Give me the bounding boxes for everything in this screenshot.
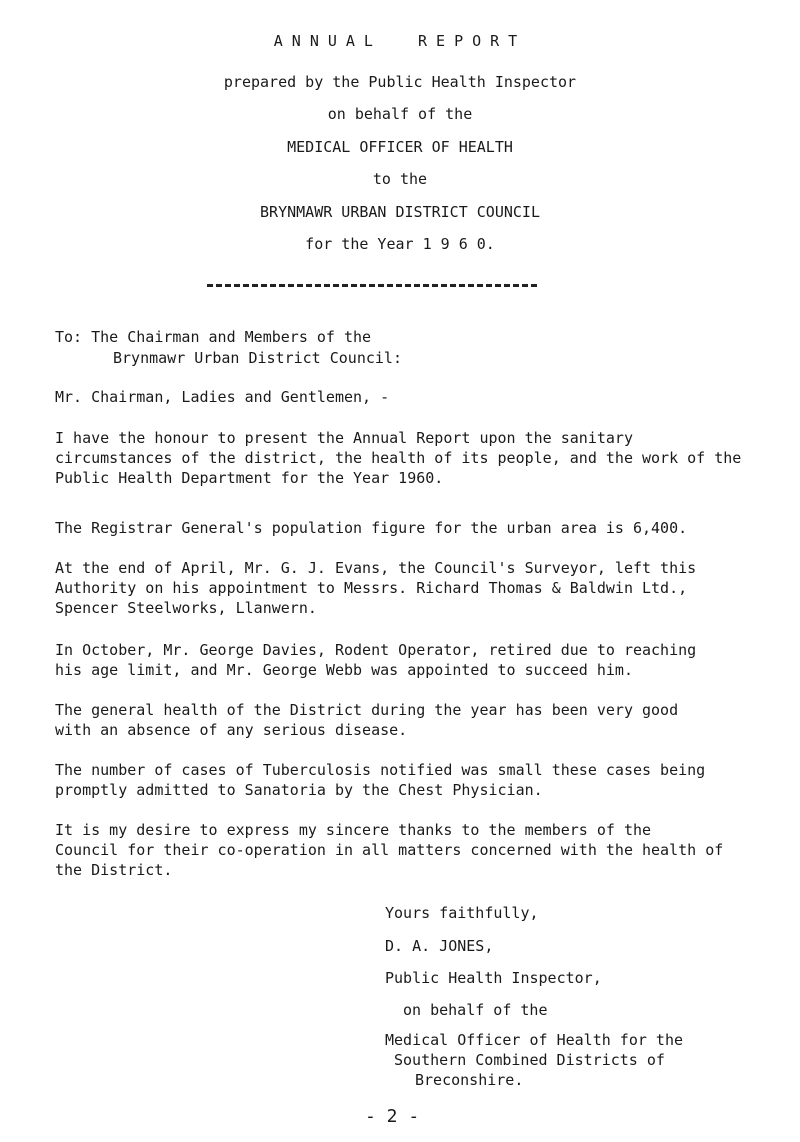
title-line-council: BRYNMAWR URBAN DISTRICT COUNCIL bbox=[260, 203, 540, 221]
addressee-line-1: To: The Chairman and Members of the bbox=[55, 328, 372, 346]
title-line-medical-officer: MEDICAL OFFICER OF HEALTH bbox=[287, 138, 513, 156]
salutation: Mr. Chairman, Ladies and Gentlemen, - bbox=[55, 388, 390, 406]
title-divider bbox=[207, 284, 537, 287]
paragraph-tuberculosis: The number of cases of Tuberculosis notified was small these cases being promptly admitted to Sanatoria by the Chest Physician. bbox=[55, 761, 706, 799]
signature-officer-line-3: Breconshire. bbox=[415, 1071, 524, 1089]
title-line-to-the: to the bbox=[372, 170, 428, 188]
paragraph-population: The Registrar General's population figure for the urban area is 6,400. bbox=[55, 519, 688, 537]
title-line-year: for the Year 1 9 6 0. bbox=[305, 235, 495, 253]
paragraph-thanks: It is my desire to express my sincere thanks to the members of the Council for their co-operation in all matters concerned with the health of the District. bbox=[55, 821, 724, 879]
title-line-on-behalf: on behalf of the bbox=[327, 105, 473, 123]
title-line-prepared-by: prepared by the Public Health Inspector bbox=[223, 73, 577, 91]
addressee-line-2: Brynmawr Urban District Council: bbox=[113, 349, 402, 367]
signature-officer-line-1: Medical Officer of Health for the bbox=[385, 1031, 684, 1049]
signature-officer-line-2: Southern Combined Districts of bbox=[394, 1051, 665, 1069]
page-number: - 2 - bbox=[365, 1106, 420, 1127]
signature-closing: Yours faithfully, bbox=[385, 904, 539, 922]
signature-role: Public Health Inspector, bbox=[385, 969, 602, 987]
paragraph-general-health: The general health of the District during the year has been very good with an absence of any serious disease. bbox=[55, 701, 679, 739]
signature-on-behalf: on behalf of the bbox=[403, 1001, 548, 1019]
paragraph-rodent-operator: In October, Mr. George Davies, Rodent Operator, retired due to reaching his age limit, and Mr. George Webb was appointed to succeed him. bbox=[55, 641, 697, 679]
report-heading: ANNUAL REPORT bbox=[273, 32, 527, 50]
signature-name: D. A. JONES, bbox=[385, 937, 494, 955]
paragraph-surveyor: At the end of April, Mr. G. J. Evans, the Council's Surveyor, left this Authority on his appointment to Messrs. Richard Thomas & Baldwin Ltd., Spencer Steelworks, Llanwern. bbox=[55, 559, 697, 617]
paragraph-intro: I have the honour to present the Annual Report upon the sanitary circumstances of the district, the health of its people, and the work of the Public Health Department for the Year 1960. bbox=[55, 429, 742, 487]
